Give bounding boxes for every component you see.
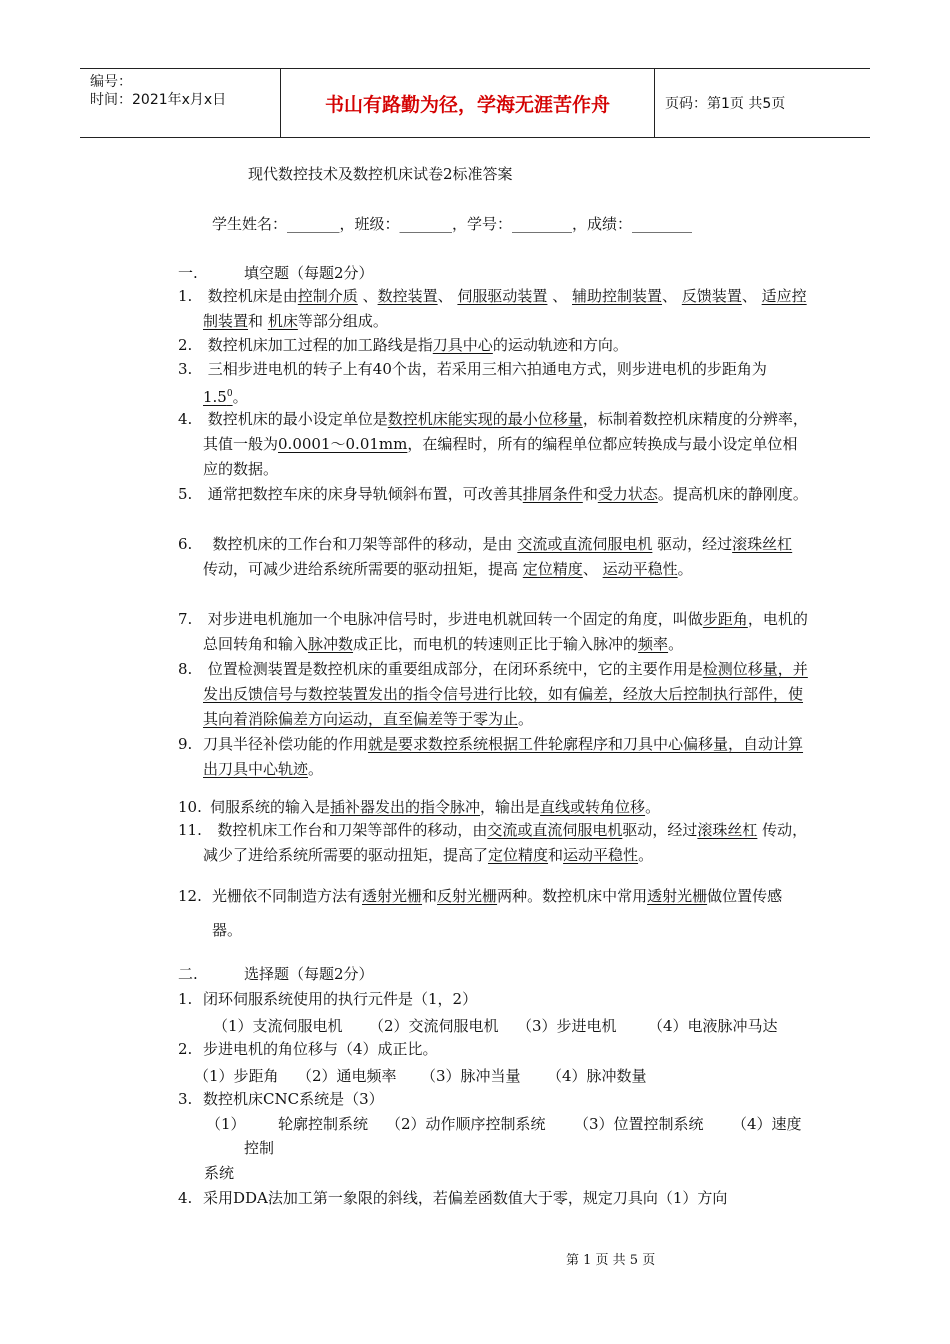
choice-3-option-1-text: 轮廓控制系统 — [278, 1115, 369, 1133]
answer-blank: 辅助控制装置 — [572, 287, 663, 305]
page-footer: 第 1 页 共 5 页 — [566, 1253, 656, 1268]
question-number: 3. — [178, 1090, 193, 1108]
question-text: 数控机床的工作台和刀架等部件的移动，是由 交流或直流伺服电机 驱动，经过滚珠丝杠 传动，可减少进给系统所需要的驱动扭矩，提高 定位精度、 运动平稳性。 — [203, 535, 793, 578]
answer-blank: 步距角 — [702, 610, 748, 628]
answer-blank: 数控机床能实现的最小位移量 — [387, 410, 583, 428]
question-text: 数控机床的最小设定单位是数控机床能实现的最小位移量，标制着数控机床精度的分辨率，其值一般为0.0001～0.01mm，在编程时，所有的编程单位都应转换成与最小设定单位相应的数据。 — [203, 410, 808, 478]
question-number: 12. — [178, 887, 202, 905]
answer-blank: $1.5^0$ — [203, 388, 233, 406]
answer-blank: 交流或直流伺服电机 — [487, 821, 623, 839]
section-title: 选择题（每题2分） — [244, 965, 374, 983]
answer-blank: 运动平稳性 — [602, 560, 678, 578]
question-text: 位置检测装置是数控机床的重要组成部分，在闭环系统中，它的主要作用是检测位移量，并发出反馈信号与数控装置发出的指令信号进行比较，如有偏差，经放大后控制执行部件，使其向着消除偏差方向运动，直至偏差等于零为止。 — [203, 660, 808, 728]
answer-blank: 受力状态 — [597, 485, 658, 503]
question-number: 10. — [178, 798, 202, 816]
answer-blank: 插补器发出的指令脉冲 — [330, 798, 481, 816]
question-11 — [178, 818, 810, 868]
question-number: 11. — [178, 821, 202, 839]
question-1 — [178, 284, 810, 334]
answer-blank: 直线或转角位移 — [540, 798, 646, 816]
answer-blank: 频率 — [638, 635, 669, 653]
question-number: 6. — [178, 535, 193, 553]
question-9 — [178, 732, 810, 782]
choice-question-2 — [178, 1037, 810, 1062]
choice-2-option-1: （1）步距角 — [194, 1067, 279, 1085]
question-text: 三相步进电机的转子上有40个齿，若采用三相六拍通电方式，则步进电机的步距角为 $1.5^0$。 — [203, 360, 767, 406]
question-12 — [178, 879, 810, 947]
choice-2-option-2: （2）通电频率 — [297, 1067, 397, 1085]
question-number: 1. — [178, 990, 193, 1008]
header-motto: 书山有路勤为径，学海无涯苦作舟 — [281, 69, 655, 137]
page-header — [80, 68, 870, 138]
answer-blank: 交流或直流伺服电机 — [517, 535, 653, 553]
choice-2-option-3: （3）脉冲当量 — [421, 1067, 521, 1085]
question-text: 数控机床工作台和刀架等部件的移动，由交流或直流伺服电机驱动，经过滚珠丝杠 传动，减少了进给系统所需要的驱动扭矩，提高了定位精度和运动平稳性。 — [203, 821, 808, 864]
answer-blank: 排屑条件 — [522, 485, 583, 503]
question-text: 光栅依不同制造方法有透射光栅和反射光栅两种。数控机床中常用透射光栅做位置传感器。 — [212, 887, 783, 939]
student-info-line: 学生姓名：_______，班级：_______，学号：________，成绩：________ — [212, 215, 693, 233]
question-number: 9. — [178, 735, 193, 753]
answer-blank: 伺服驱动装置 — [457, 287, 548, 305]
answer-blank: 定位精度 — [488, 846, 549, 864]
answer-blank: 就是要求数控系统根据工件轮廓程序和刀具中心偏移量，自动计算出刀具中心轨迹 — [203, 735, 804, 778]
choice-2-option-4: （4）脉冲数量 — [547, 1067, 647, 1085]
answer-blank: 控制介质 — [297, 287, 358, 305]
section-2-heading — [178, 963, 374, 984]
choice-1-option-4: （4）电液脉冲马达 — [648, 1017, 778, 1035]
question-number: 5. — [178, 485, 193, 503]
question-10 — [178, 795, 810, 820]
choice-3-option-4-cont: 控制 — [244, 1139, 275, 1157]
document-title: 现代数控技术及数控机床试卷2标准答案 — [248, 165, 513, 183]
question-6 — [178, 532, 810, 582]
section-title: 填空题（每题2分） — [244, 264, 374, 282]
section-number: 一. — [178, 264, 198, 282]
question-text: 伺服系统的输入是插补器发出的指令脉冲，输出是直线或转角位移。 — [210, 798, 661, 816]
section-number: 二. — [178, 965, 198, 983]
question-number: 3. — [178, 360, 193, 378]
answer-blank: 透射光栅 — [362, 887, 423, 905]
question-text: 刀具半径补偿功能的作用就是要求数控系统根据工件轮廓程序和刀具中心偏移量，自动计算出刀具中心轨迹。 — [203, 735, 804, 778]
answer-blank: 透射光栅 — [647, 887, 708, 905]
choice-3-option-4: （4）速度 — [732, 1115, 802, 1133]
question-7 — [178, 607, 810, 657]
question-text: 对步进电机施加一个电脉冲信号时，步进电机就回转一个固定的角度，叫做步距角，电机的总回转角和输入脉冲数成正比，而电机的转速则正比于输入脉冲的频率。 — [203, 610, 808, 653]
answer-blank: 机床 — [267, 312, 298, 330]
answer-blank: 适应控制装置 — [203, 287, 807, 330]
question-number: 4. — [178, 410, 193, 428]
choice-question-4 — [178, 1186, 810, 1211]
question-text: 闭环伺服系统使用的执行元件是（1，2） — [203, 990, 478, 1008]
header-meta — [80, 69, 281, 137]
choice-question-1 — [178, 987, 810, 1012]
answer-blank: 运动平稳性 — [563, 846, 639, 864]
question-2 — [178, 333, 810, 358]
choice-3-option-1: （1） — [206, 1115, 246, 1133]
answer-blank: 反射光栅 — [437, 887, 498, 905]
question-text: 数控机床加工过程的加工路线是指刀具中心的运动轨迹和方向。 — [207, 336, 628, 354]
question-number: 7. — [178, 610, 193, 628]
answer-blank: 数控装置 — [377, 287, 438, 305]
choice-1-option-3: （3）步进电机 — [517, 1017, 617, 1035]
question-text: 通常把数控车床的床身导轨倾斜布置，可改善其排屑条件和受力状态。提高机床的静刚度。 — [207, 485, 808, 503]
doc-number-label: 编号： — [90, 74, 132, 90]
doc-time-label: 时间：2021年x月x日 — [90, 92, 227, 108]
choice-3-option-2: （2）动作顺序控制系统 — [386, 1115, 546, 1133]
question-8 — [178, 657, 810, 732]
choice-3-option-4-cont2: 系统 — [204, 1164, 235, 1182]
answer-blank: 反馈装置 — [681, 287, 742, 305]
question-5 — [178, 482, 810, 507]
answer-blank: 滚珠丝杠 — [697, 821, 758, 839]
question-4 — [178, 407, 810, 482]
question-text: 步进电机的角位移与（4）成正比。 — [203, 1040, 438, 1058]
choice-1-option-1: （1）支流伺服电机 — [213, 1017, 343, 1035]
question-text: 数控机床是由控制介质 、数控装置、 伺服驱动装置 、 辅助控制装置、 反馈装置、 适应控制装置和 机床等部分组成。 — [203, 287, 807, 330]
question-number: 8. — [178, 660, 193, 678]
question-text: 采用DDA法加工第一象限的斜线，若偏差函数值大于零，规定刀具向（1）方向 — [203, 1189, 728, 1207]
choice-3-option-3: （3）位置控制系统 — [574, 1115, 704, 1133]
section-1-heading — [178, 262, 374, 283]
answer-blank: 0.0001～0.01mm — [278, 435, 408, 453]
choice-1-option-2: （2）交流伺服电机 — [369, 1017, 499, 1035]
question-number: 4. — [178, 1189, 193, 1207]
answer-blank: 检测位移量，并发出反馈信号与数控装置发出的指令信号进行比较，如有偏差，经放大后控制执行部件，使其向着消除偏差方向运动，直至偏差等于零为止 — [203, 660, 808, 728]
question-3 — [178, 357, 810, 410]
question-number: 1. — [178, 287, 193, 305]
answer-blank: 滚珠丝杠 — [732, 535, 793, 553]
answer-blank: 定位精度 — [522, 560, 583, 578]
answer-blank: 脉冲数 — [308, 635, 354, 653]
question-text: 数控机床CNC系统是（3） — [203, 1090, 384, 1108]
answer-blank: 刀具中心 — [432, 336, 493, 354]
question-number: 2. — [178, 336, 193, 354]
choice-question-3 — [178, 1087, 810, 1112]
header-page-info: 页码：第1页 共5页 — [665, 96, 786, 112]
question-number: 2. — [178, 1040, 193, 1058]
